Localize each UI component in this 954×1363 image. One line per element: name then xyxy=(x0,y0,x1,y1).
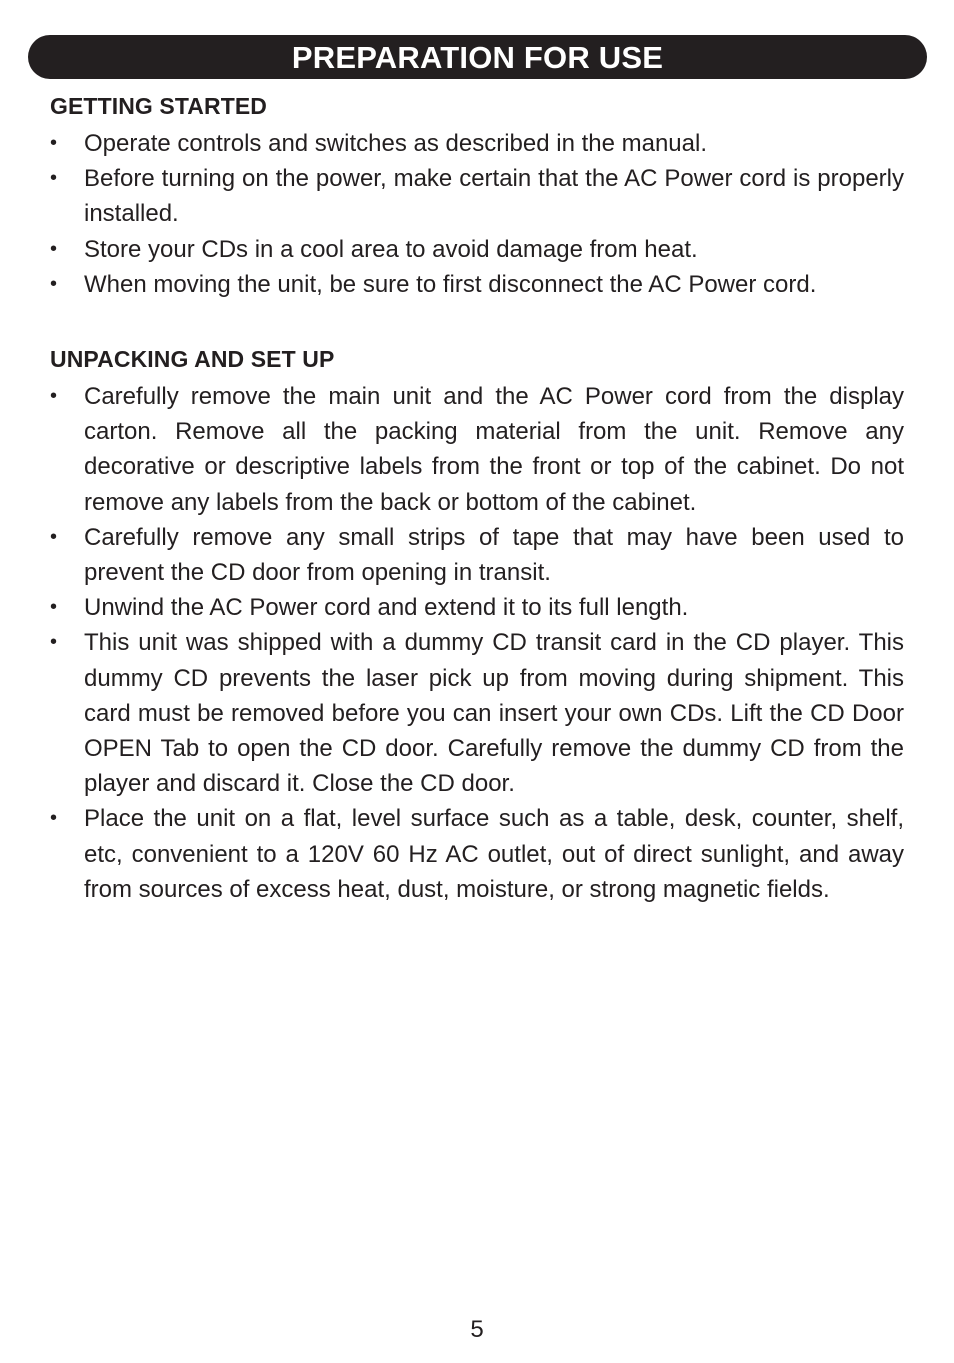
unpacking-list xyxy=(50,379,904,907)
list-item: • Before turning on the power, make certain that the AC Power cord is properly installed. xyxy=(50,161,904,231)
list-item: • When moving the unit, be sure to first disconnect the AC Power cord. xyxy=(50,267,904,302)
list-item: • This unit was shipped with a dummy CD transit card in the CD player. This dummy CD prevents the laser pick up from moving during shipment. This card must be removed before you can insert your own CDs. Lift the CD Door OPEN Tab to open the CD door. Carefully remove the dummy CD from the player and discard it. Close the CD door. xyxy=(50,625,904,801)
page-title: PREPARATION FOR USE xyxy=(291,39,664,75)
list-item: • Operate controls and switches as described in the manual. xyxy=(50,126,904,161)
unpacking-section xyxy=(50,344,904,907)
list-item: • Unwind the AC Power cord and extend it to its full length. xyxy=(50,590,904,625)
getting-started-list xyxy=(50,126,904,302)
getting-started-heading: GETTING STARTED xyxy=(50,93,268,119)
page-number: 5 xyxy=(470,1316,484,1343)
list-item: • Place the unit on a flat, level surface such as a table, desk, counter, shelf, etc, convenient to a 120V 60 Hz AC outlet, out of direct sunlight, and away from sources of excess heat, dust, moisture, or strong magnetic fields. xyxy=(50,801,904,907)
list-item: • Carefully remove any small strips of tape that may have been used to prevent the CD door from opening in transit. xyxy=(50,520,904,590)
page-title-banner xyxy=(28,35,927,79)
getting-started-section xyxy=(50,91,904,302)
list-item: • Store your CDs in a cool area to avoid damage from heat. xyxy=(50,232,904,267)
list-item: • Carefully remove the main unit and the AC Power cord from the display carton. Remove all the packing material from the unit. Remove any decorative or descriptive labels from the front or top of the cabinet. Do not remove any labels from the back or bottom of the cabinet. xyxy=(50,379,904,520)
unpacking-heading: UNPACKING AND SET UP xyxy=(50,346,335,372)
